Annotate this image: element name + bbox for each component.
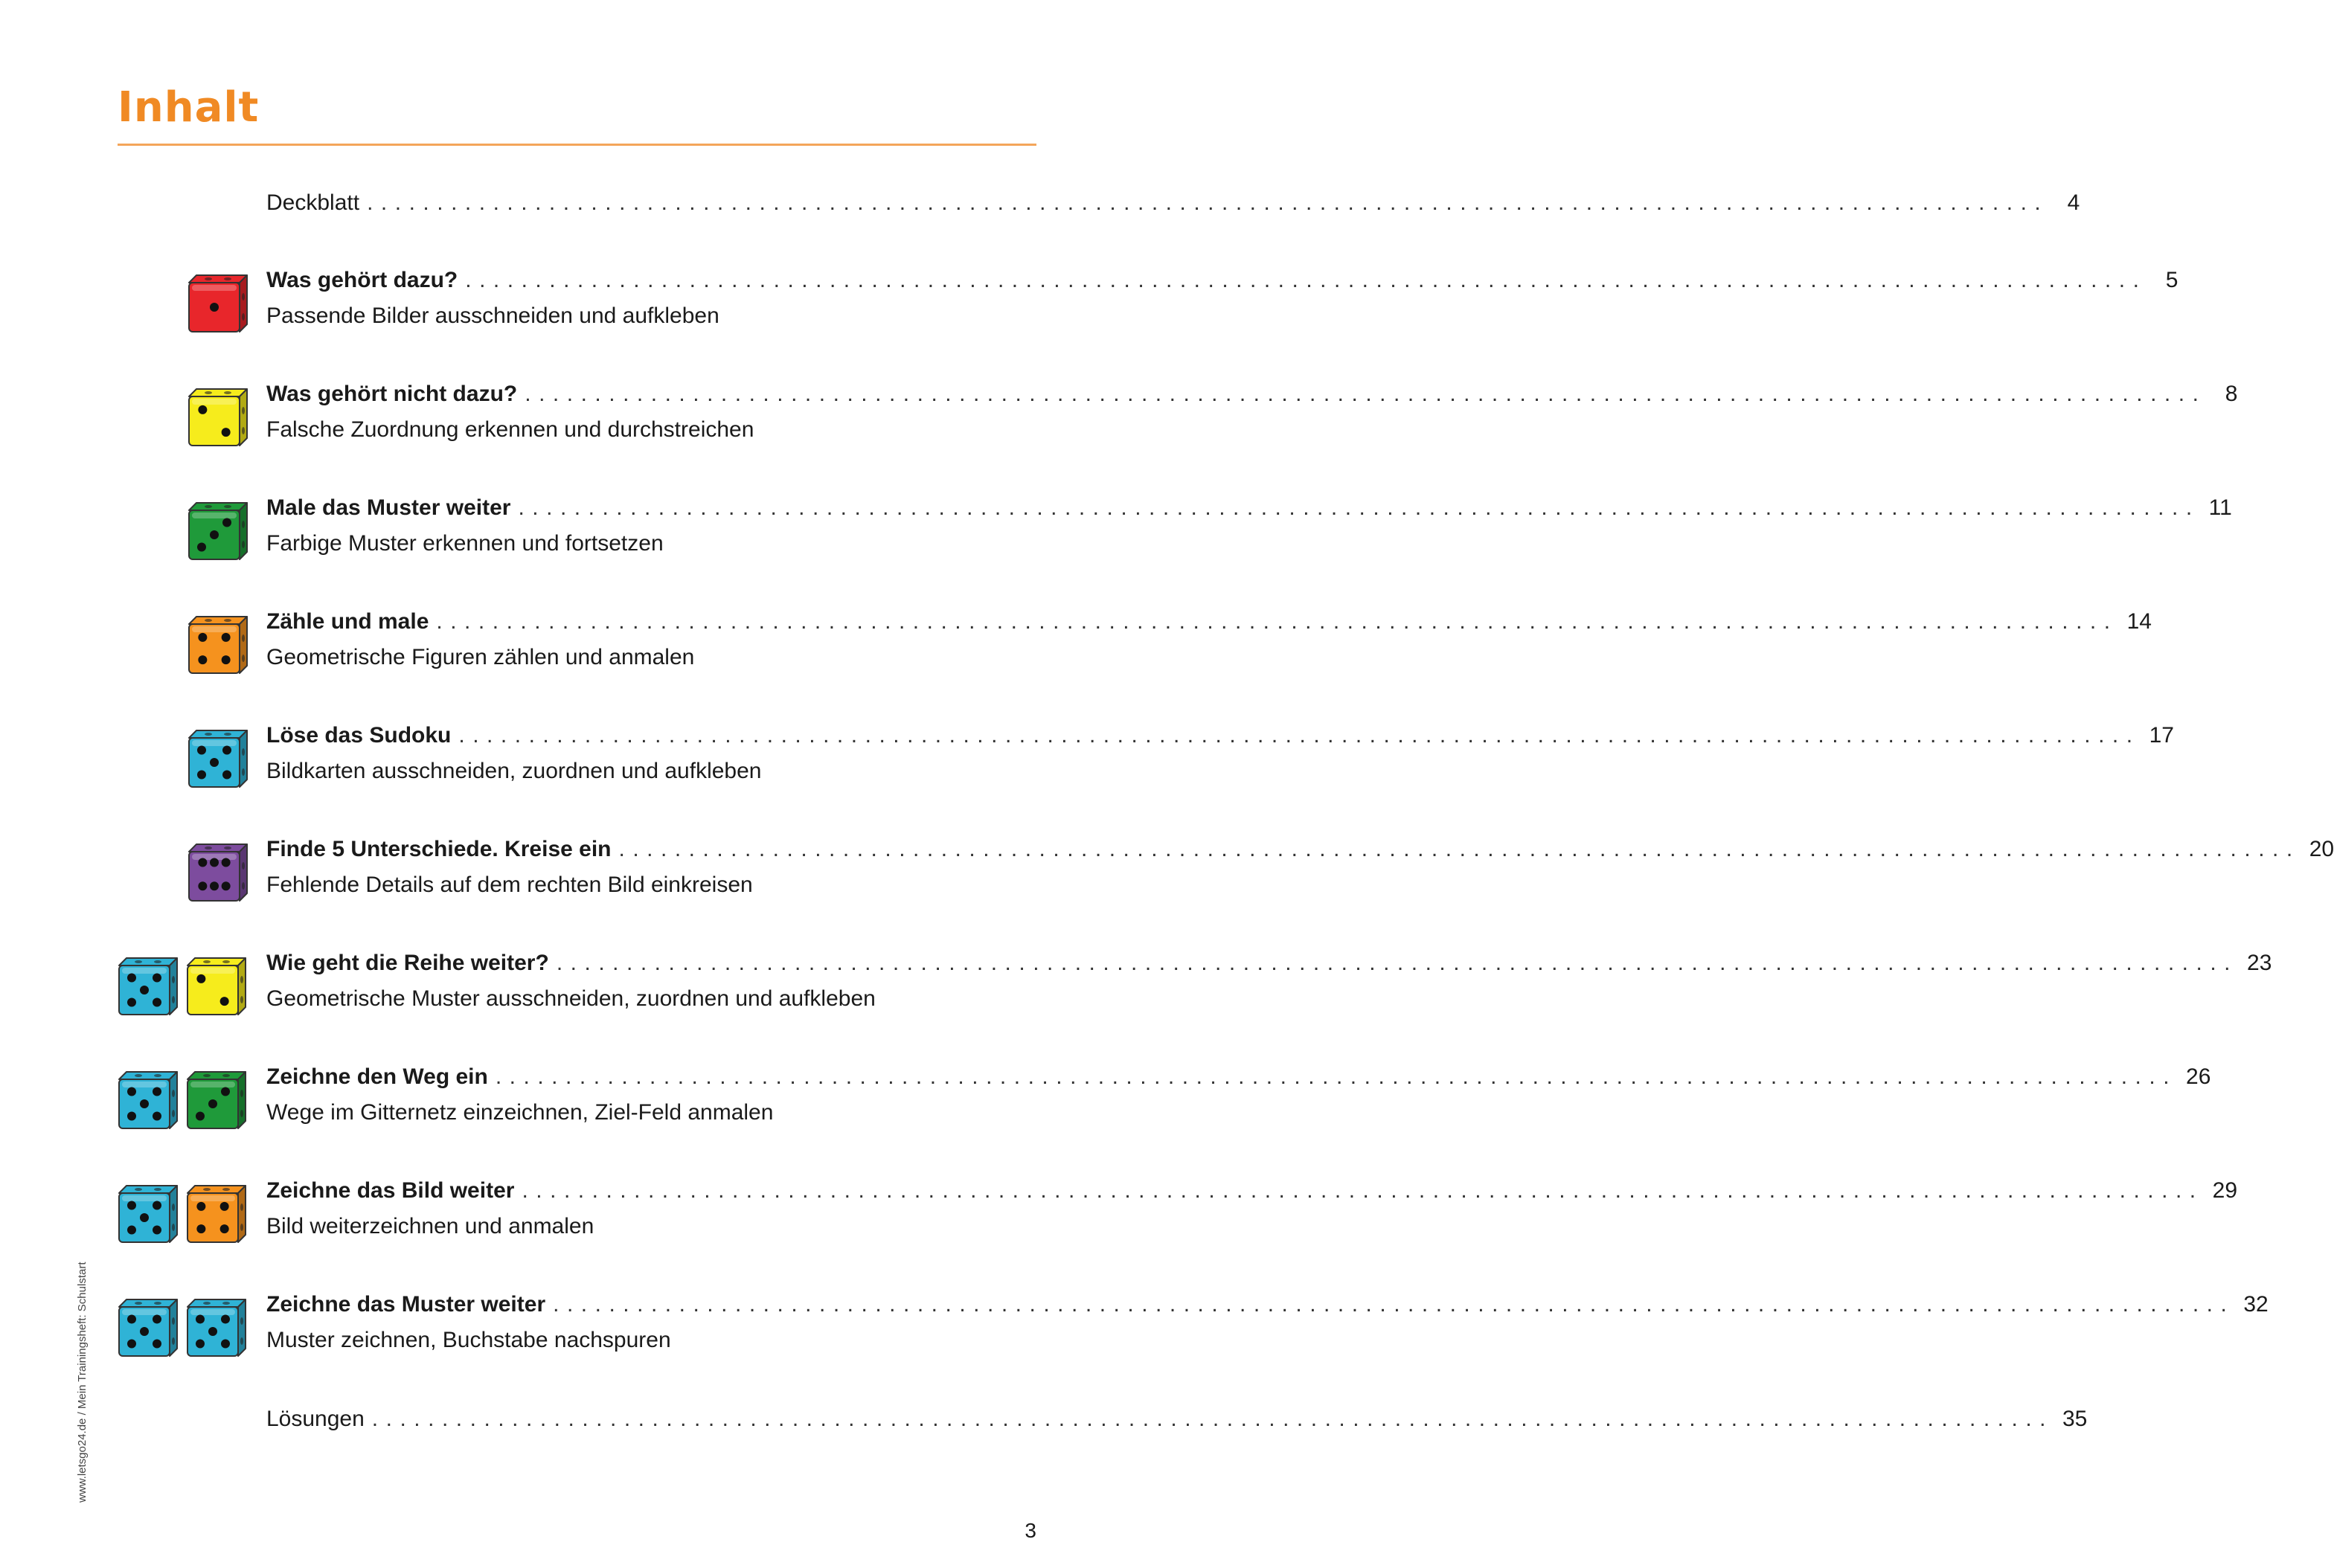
dot-leader: ........................................................................................................................ — [525, 382, 2207, 406]
dot-leader: ........................................................................................................................ — [522, 1178, 2204, 1203]
entry-page: 11 — [2208, 495, 2232, 520]
dot-leader: ........................................................................................................................ — [436, 609, 2118, 634]
entry-subtitle: Geometrische Muster ausschneiden, zuordnen und aufkleben — [266, 986, 876, 1011]
dot-leader: ........................................................................................................................ — [556, 951, 2239, 975]
entry-page: 23 — [2247, 951, 2272, 975]
toc-entry[interactable] — [266, 609, 2152, 670]
toc-entry[interactable] — [266, 495, 2232, 556]
entry-page: 35 — [2062, 1407, 2088, 1431]
dice-purple-6-icon — [186, 840, 250, 904]
dot-leader: ........................................................................................................................ — [458, 723, 2141, 748]
dice-orange-4-icon — [186, 612, 250, 676]
entry-title: Zeichne den Weg ein — [266, 1064, 488, 1089]
entry-subtitle: Muster zeichnen, Buchstabe nachspuren — [266, 1328, 671, 1352]
entry-subtitle: Bildkarten ausschneiden, zuordnen und aufkleben — [266, 759, 762, 783]
entry-title: Deckblatt — [266, 190, 360, 215]
dot-leader: ........................................................................................................................ — [367, 190, 2049, 215]
entry-subtitle: Geometrische Figuren zählen und anmalen — [266, 645, 695, 669]
dice-blue-5-icon — [116, 1181, 180, 1245]
entry-subtitle: Wege im Gitternetz einzeichnen, Ziel-Feld anmalen — [266, 1100, 774, 1125]
entry-page: 26 — [2186, 1064, 2211, 1089]
dice-orange-4-icon — [185, 1181, 249, 1245]
dice-red-1-icon — [186, 271, 250, 335]
dice-yellow-2-icon — [186, 385, 250, 449]
entry-page: 4 — [2067, 190, 2080, 215]
toc-entry[interactable] — [266, 382, 2238, 443]
dice-green-3-icon — [186, 498, 250, 562]
dot-leader: ........................................................................................................................ — [495, 1064, 2178, 1089]
entry-subtitle: Falsche Zuordnung erkennen und durchstreichen — [266, 417, 754, 442]
entry-title: Zeichne das Bild weiter — [266, 1178, 515, 1203]
side-note: www.letsgo24.de / Mein Trainingsheft: Schulstart — [76, 1262, 89, 1503]
dot-leader: ........................................................................................................................ — [553, 1292, 2235, 1317]
entry-title: Lösungen — [266, 1407, 365, 1431]
entry-page: 17 — [2149, 723, 2174, 748]
entry-title: Was gehört nicht dazu? — [266, 382, 518, 406]
toc-entry[interactable] — [266, 1292, 2269, 1353]
dice-yellow-2-icon — [185, 954, 249, 1018]
dice-blue-5-icon — [116, 1067, 180, 1131]
entry-page: 8 — [2225, 382, 2238, 406]
entry-title: Male das Muster weiter — [266, 495, 511, 520]
entry-title: Was gehört dazu? — [266, 268, 458, 292]
entry-title: Zeichne das Muster weiter — [266, 1292, 546, 1317]
dot-leader: ........................................................................................................................ — [518, 495, 2200, 520]
toc-entry[interactable] — [266, 837, 2334, 898]
entry-title: Wie geht die Reihe weiter? — [266, 951, 549, 975]
entry-subtitle: Passende Bilder ausschneiden und aufkleben — [266, 303, 719, 328]
entry-subtitle: Farbige Muster erkennen und fortsetzen — [266, 531, 664, 556]
entry-title: Zähle und male — [266, 609, 429, 634]
title-divider — [118, 144, 1036, 146]
entry-page: 32 — [2243, 1292, 2269, 1317]
entry-title: Löse das Sudoku — [266, 723, 452, 748]
toc-entry[interactable] — [266, 1178, 2238, 1239]
dice-blue-5-icon — [116, 954, 180, 1018]
dot-leader: ........................................................................................................................ — [465, 268, 2147, 292]
entry-page: 29 — [2212, 1178, 2238, 1203]
toc-entry[interactable] — [266, 951, 2272, 1012]
dice-green-3-icon — [185, 1067, 249, 1131]
entry-page: 20 — [2309, 837, 2334, 861]
toc-entry[interactable] — [266, 723, 2174, 784]
entry-subtitle: Bild weiterzeichnen und anmalen — [266, 1214, 594, 1238]
entry-page: 14 — [2126, 609, 2152, 634]
dice-blue-5-icon — [186, 726, 250, 790]
entry-page: 5 — [2165, 268, 2178, 292]
toc-entry[interactable] — [266, 268, 2178, 329]
dot-leader: ........................................................................................................................ — [618, 837, 2301, 861]
toc-entry[interactable] — [266, 1064, 2211, 1125]
dot-leader: ........................................................................................................................ — [371, 1407, 2054, 1431]
toc-entry[interactable] — [266, 190, 2080, 220]
dice-blue-5-icon — [116, 1295, 180, 1359]
page-title: Inhalt — [118, 83, 260, 132]
entry-title: Finde 5 Unterschiede. Kreise ein — [266, 837, 612, 861]
dice-blue-5-icon — [185, 1295, 249, 1359]
page-number: 3 — [1025, 1519, 1036, 1542]
toc-entry[interactable] — [266, 1407, 2088, 1436]
entry-subtitle: Fehlende Details auf dem rechten Bild einkreisen — [266, 873, 753, 897]
